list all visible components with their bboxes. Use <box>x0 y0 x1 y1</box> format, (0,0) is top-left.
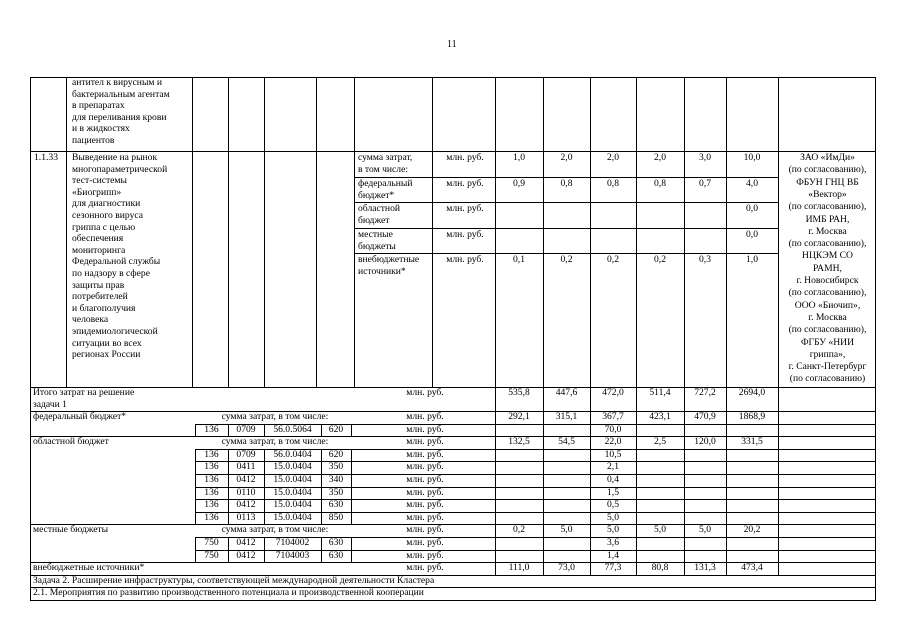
value-cell: 4,0 <box>746 178 758 189</box>
unit-label: млн. руб. <box>406 461 444 473</box>
value-cell: 0,7 <box>699 178 711 189</box>
value-cell: 2,0 <box>607 152 619 163</box>
budget-value: 77,3 <box>604 562 622 574</box>
value-cell: 0,0 <box>746 229 758 240</box>
budget-label: внебюджетные источники* <box>33 562 145 574</box>
budget-value: 111,0 <box>508 562 530 574</box>
table-rule <box>778 77 779 388</box>
table-rule <box>66 77 67 388</box>
budget-value: 315,1 <box>555 411 578 422</box>
table-rule <box>495 77 496 388</box>
executor-line: «Вектор» <box>808 188 847 200</box>
code-grid <box>264 499 265 513</box>
budget-code: 136 <box>204 423 219 435</box>
value-cell: 2,0 <box>654 152 666 163</box>
table-rule <box>875 436 876 525</box>
budget-value: 367,7 <box>602 411 624 422</box>
code-grid <box>195 550 196 564</box>
funding-source: внебюджетные <box>358 254 420 265</box>
code-grid <box>228 487 229 501</box>
unit-label: млн. руб. <box>406 387 444 398</box>
value-cell: 0,8 <box>560 178 573 189</box>
total-value: 472,0 <box>602 387 624 398</box>
unit-label: млн. руб. <box>406 499 444 511</box>
value-cell: 0,8 <box>607 178 619 189</box>
budget-code: 620 <box>328 423 344 435</box>
code-value: 1,4 <box>607 549 619 561</box>
unit-label: млн. руб. <box>406 562 444 574</box>
table-rule <box>726 411 727 437</box>
table-rule <box>228 77 229 388</box>
budget-label: областной бюджет <box>33 436 109 448</box>
code-grid <box>195 512 196 526</box>
budget-code: 0709 <box>236 448 256 460</box>
table-rule <box>30 575 31 589</box>
table-rule <box>636 387 637 412</box>
table-rule <box>590 436 591 525</box>
table-rule <box>354 77 355 388</box>
budget-code: 136 <box>204 474 219 485</box>
item-name-line: мониторинга <box>72 244 126 256</box>
executor-line: НЦКЭМ СО <box>802 250 853 262</box>
value-cell: 1,0 <box>513 152 525 163</box>
unit-label: млн. руб. <box>446 178 484 189</box>
budget-value: 0,2 <box>513 524 525 536</box>
table-rule <box>264 77 265 388</box>
unit-label: млн. руб. <box>446 203 484 214</box>
top-row-name-line: бактериальным агентам <box>72 88 170 100</box>
budget-code: 56.0.0404 <box>273 448 312 460</box>
item-name-line: многопараметрической <box>72 163 168 175</box>
budget-code: 630 <box>328 549 344 561</box>
executor-line: ЗАО «ИмДи» <box>800 152 855 163</box>
budget-value: 331,5 <box>741 436 763 448</box>
budget-value: 20,2 <box>743 524 761 536</box>
budget-value: 132,5 <box>508 436 530 448</box>
table-rule <box>726 562 727 576</box>
top-row-name-line: в препаратах <box>72 100 125 112</box>
unit-label: млн. руб. <box>406 423 444 435</box>
budget-code: 0113 <box>236 511 256 523</box>
code-value: 5,0 <box>607 511 619 523</box>
code-grid <box>321 499 322 513</box>
budget-code: 0709 <box>236 423 256 435</box>
budget-value: 22,0 <box>604 436 622 448</box>
code-grid <box>195 461 196 475</box>
code-grid <box>351 461 352 475</box>
unit-label: млн. руб. <box>406 474 444 485</box>
budget-value: 473,4 <box>741 562 763 574</box>
table-rule <box>636 411 637 437</box>
table-rule <box>495 524 496 563</box>
budget-code: 56.0.5064 <box>273 423 312 435</box>
table-rule <box>875 411 876 437</box>
unit-label: млн. руб. <box>406 411 444 422</box>
executor-line: (по согласованию), <box>788 164 867 176</box>
code-grid <box>228 424 229 438</box>
funding-source: федеральный <box>358 178 413 189</box>
funding-source: сумма затрат, <box>358 152 413 163</box>
code-grid <box>228 449 229 463</box>
budget-value: 80,8 <box>651 562 669 574</box>
code-value: 70,0 <box>604 423 622 435</box>
unit-label: млн. руб. <box>446 229 484 240</box>
executor-line: (по согласованию) <box>789 373 866 385</box>
table-rule <box>778 524 779 563</box>
executor-line: (по согласованию), <box>788 201 867 213</box>
unit-label: млн. руб. <box>446 152 484 163</box>
item-name-line: тест-системы <box>72 175 127 187</box>
table-rule <box>30 587 31 601</box>
table-rule <box>590 387 591 412</box>
code-grid <box>321 449 322 463</box>
code-grid <box>321 487 322 501</box>
total-value: 511,4 <box>649 387 671 398</box>
budget-code: 750 <box>204 537 219 548</box>
budget-value: 131,3 <box>694 562 716 574</box>
item-number: 1.1.33 <box>34 152 58 163</box>
code-grid <box>321 537 322 551</box>
code-grid <box>195 449 196 463</box>
code-grid <box>321 461 322 475</box>
item-name-line: гриппа с целью <box>72 221 136 233</box>
budget-code: 7104002 <box>275 537 310 548</box>
table-rule <box>543 77 544 388</box>
budget-code: 0412 <box>236 474 256 485</box>
executor-line: ФГБУ «НИИ <box>800 336 855 348</box>
table-rule <box>590 562 591 576</box>
code-grid <box>228 474 229 488</box>
table-rule <box>543 524 544 563</box>
code-grid <box>264 512 265 526</box>
table-rule <box>543 562 544 576</box>
table-rule <box>726 436 727 525</box>
executor-line: (по согласованию), <box>788 238 867 250</box>
table-rule <box>778 562 779 576</box>
code-value: 10,5 <box>604 448 622 460</box>
budget-code: 350 <box>328 461 344 473</box>
value-cell: 0,2 <box>607 254 619 265</box>
budget-code: 136 <box>204 486 219 498</box>
item-name-line: обеспечения <box>72 233 124 245</box>
table-rule <box>543 387 544 412</box>
subrow-rule <box>354 228 779 229</box>
code-grid <box>228 537 229 551</box>
table-rule <box>875 77 876 388</box>
unit-label: млн. руб. <box>406 436 444 448</box>
value-cell: 0,9 <box>513 178 525 189</box>
table-rule <box>543 436 544 525</box>
unit-label: млн. руб. <box>406 524 444 536</box>
budget-code: 15.0.0404 <box>273 511 312 523</box>
table-rule <box>495 387 496 412</box>
budget-value: 120,0 <box>694 436 716 448</box>
item-name-line: потребителей <box>72 291 128 303</box>
table-rule <box>590 411 591 437</box>
table-rule <box>684 524 685 563</box>
unit-label: млн. руб. <box>406 486 444 498</box>
code-grid <box>351 512 352 526</box>
top-row-name-line: и в жидкостях <box>72 123 130 135</box>
table-rule <box>726 387 727 412</box>
task-heading: Задача 2. Расширение инфраструктуры, соответствующей международной деятельности Кластера <box>33 574 435 586</box>
funding-source: областной <box>358 203 401 214</box>
budget-value: 54,5 <box>558 436 575 448</box>
value-cell: 3,0 <box>699 152 711 163</box>
total-label: Итого затрат на решение <box>33 387 135 398</box>
budget-value: 423,1 <box>649 411 671 422</box>
subrow-rule <box>354 202 779 203</box>
budget-label: федеральный бюджет* <box>33 411 127 422</box>
table-rule <box>30 77 31 388</box>
code-grid <box>195 424 196 438</box>
value-cell: 1,0 <box>746 254 758 265</box>
unit-label: млн. руб. <box>406 549 444 561</box>
total-value: 727,2 <box>694 387 716 398</box>
table-rule <box>684 77 685 388</box>
item-name-line: Федеральной службы <box>72 256 161 268</box>
code-grid <box>195 487 196 501</box>
code-grid <box>264 424 265 438</box>
executor-line: РАМН, <box>813 262 842 274</box>
code-value: 0,4 <box>607 474 619 485</box>
table-rule <box>590 77 591 388</box>
budget-code: 0412 <box>236 499 256 511</box>
table-rule <box>875 387 876 412</box>
table-rule <box>636 524 637 563</box>
funding-source: бюджет <box>358 214 390 226</box>
executor-line: ИМБ РАН, <box>805 213 850 225</box>
table-rule <box>192 77 193 388</box>
value-cell: 10,0 <box>743 152 761 163</box>
table-rule <box>778 411 779 437</box>
unit-label: млн. руб. <box>406 448 444 460</box>
table-rule <box>30 524 31 563</box>
value-cell: 0,1 <box>513 254 525 265</box>
code-value: 2,1 <box>607 461 619 473</box>
table-rule <box>495 562 496 576</box>
budget-code: 340 <box>328 474 344 485</box>
item-name-line: по надзору в сфере <box>72 268 150 279</box>
budget-code: 350 <box>328 486 344 498</box>
table-rule <box>316 77 317 388</box>
executor-line: (по согласованию), <box>788 324 867 336</box>
top-row-name-line: для переливания крови <box>72 111 167 123</box>
code-grid <box>195 474 196 488</box>
value-cell: 0,0 <box>746 203 758 214</box>
budget-code: 620 <box>328 448 344 460</box>
total-value: 2694,0 <box>738 387 766 398</box>
table-rule <box>726 524 727 563</box>
top-row-name-line: антител к вирусным и <box>72 77 162 88</box>
table-rule <box>636 436 637 525</box>
code-grid <box>228 499 229 513</box>
code-grid <box>228 512 229 526</box>
executor-line: г. Москва <box>808 311 847 323</box>
value-cell: 0,8 <box>654 178 666 189</box>
total-label: задачи 1 <box>33 398 67 410</box>
value-cell: 2,0 <box>560 152 573 163</box>
item-name-line: и благополучия <box>72 302 136 314</box>
budget-code: 136 <box>204 499 219 511</box>
code-value: 0,5 <box>607 499 619 511</box>
item-name-line: человека <box>72 314 109 326</box>
budget-code: 136 <box>204 448 219 460</box>
budget-value: 2,5 <box>654 436 666 448</box>
budget-code: 630 <box>328 499 344 511</box>
code-grid <box>351 537 352 551</box>
table-rule <box>543 411 544 437</box>
funding-source: источники* <box>358 265 406 277</box>
executor-line: ООО «Биочип», <box>794 299 861 311</box>
item-name-line: ситуации во всех <box>72 337 142 349</box>
executor-line: г. Москва <box>808 225 847 237</box>
table-rule <box>875 575 876 589</box>
value-cell: 0,2 <box>560 254 573 265</box>
code-grid <box>321 424 322 438</box>
table-rule <box>495 411 496 437</box>
budget-value: 292,1 <box>508 411 530 422</box>
funding-source: бюджет* <box>358 189 395 201</box>
sum-label: сумма затрат, в том числе: <box>221 524 329 536</box>
executor-line: ФБУН ГНЦ ВБ <box>796 176 859 188</box>
table-rule <box>30 436 31 525</box>
table-rule <box>495 436 496 525</box>
budget-value: 5,0 <box>560 524 573 536</box>
table-rule <box>875 562 876 576</box>
budget-code: 15.0.0404 <box>273 461 312 473</box>
item-name-line: сезонного вируса <box>72 210 144 221</box>
code-grid <box>264 461 265 475</box>
budget-code: 15.0.0404 <box>273 474 312 485</box>
budget-code: 750 <box>204 549 219 561</box>
funding-source: бюджеты <box>358 240 396 252</box>
table-rule <box>684 562 685 576</box>
code-value: 3,6 <box>607 537 619 548</box>
code-grid <box>351 449 352 463</box>
budget-code: 630 <box>328 537 344 548</box>
table-rule <box>30 387 31 412</box>
budget-value: 1868,9 <box>738 411 766 422</box>
sum-label: сумма затрат, в том числе: <box>221 411 329 422</box>
code-value: 1,5 <box>607 486 619 498</box>
funding-source: местные <box>358 229 393 240</box>
budget-code: 0412 <box>236 537 256 548</box>
table-rule <box>684 436 685 525</box>
code-grid <box>351 499 352 513</box>
budget-code: 136 <box>204 461 219 473</box>
total-value: 447,6 <box>555 387 578 398</box>
budget-code: 0110 <box>236 486 256 498</box>
table-rule <box>30 411 31 437</box>
code-grid <box>351 487 352 501</box>
budget-code: 0412 <box>236 549 256 561</box>
code-grid <box>228 461 229 475</box>
unit-label: млн. руб. <box>446 254 484 265</box>
code-grid <box>195 537 196 551</box>
sum-label: сумма затрат, в том числе: <box>221 436 329 448</box>
code-grid <box>321 474 322 488</box>
budget-code: 850 <box>328 511 344 523</box>
table-rule <box>684 387 685 412</box>
table-rule <box>778 436 779 525</box>
table-rule <box>875 524 876 563</box>
code-grid <box>264 537 265 551</box>
table-rule <box>875 587 876 601</box>
budget-value: 5,0 <box>699 524 711 536</box>
budget-value: 470,9 <box>694 411 716 422</box>
table-rule <box>636 77 637 388</box>
table-rule <box>30 600 876 601</box>
table-rule <box>590 524 591 563</box>
table-rule <box>778 387 779 412</box>
item-name-line: регионах России <box>72 349 141 361</box>
table-rule <box>684 411 685 437</box>
unit-label: млн. руб. <box>406 537 444 548</box>
executor-line: гриппа», <box>809 348 846 360</box>
code-grid <box>351 550 352 564</box>
top-row-name-line: пациентов <box>72 135 115 146</box>
code-grid <box>351 424 352 438</box>
table-rule <box>30 562 31 576</box>
item-name-line: «Биогрипп» <box>72 186 122 198</box>
table-rule <box>432 77 433 388</box>
subtask-heading: 2.1. Мероприятия по развитию производственного потенциала и производственной кооперации <box>33 587 424 599</box>
code-grid <box>351 474 352 488</box>
item-name-line: эпидемиологической <box>72 326 158 337</box>
unit-label: млн. руб. <box>406 511 444 523</box>
budget-value: 5,0 <box>607 524 619 536</box>
budget-code: 15.0.0404 <box>273 499 312 511</box>
code-grid <box>264 550 265 564</box>
code-grid <box>264 474 265 488</box>
budget-code: 15.0.0404 <box>273 486 312 498</box>
code-grid <box>321 550 322 564</box>
value-cell: 0,2 <box>654 254 666 265</box>
funding-source: в том числе: <box>358 163 409 175</box>
code-grid <box>228 550 229 564</box>
item-name-line: защиты прав <box>72 279 125 291</box>
item-name-line: для диагностики <box>72 198 141 210</box>
budget-value: 73,0 <box>558 562 575 574</box>
total-value: 535,8 <box>508 387 530 398</box>
code-grid <box>321 512 322 526</box>
budget-value: 5,0 <box>654 524 666 536</box>
budget-label: местные бюджеты <box>33 524 109 536</box>
item-name-line: Выведение на рынок <box>72 152 158 163</box>
code-grid <box>264 449 265 463</box>
budget-code: 0411 <box>236 461 256 473</box>
executor-line: (по согласованию), <box>788 287 867 299</box>
budget-code: 136 <box>204 511 219 523</box>
code-grid <box>264 487 265 501</box>
code-grid <box>195 499 196 513</box>
executor-line: г. Санкт-Петербург <box>788 361 867 373</box>
budget-code: 7104003 <box>275 549 310 561</box>
value-cell: 0,3 <box>699 254 711 265</box>
page-number: 11 <box>447 39 457 50</box>
table-rule <box>636 562 637 576</box>
executor-line: г. Новосибирск <box>796 275 859 286</box>
